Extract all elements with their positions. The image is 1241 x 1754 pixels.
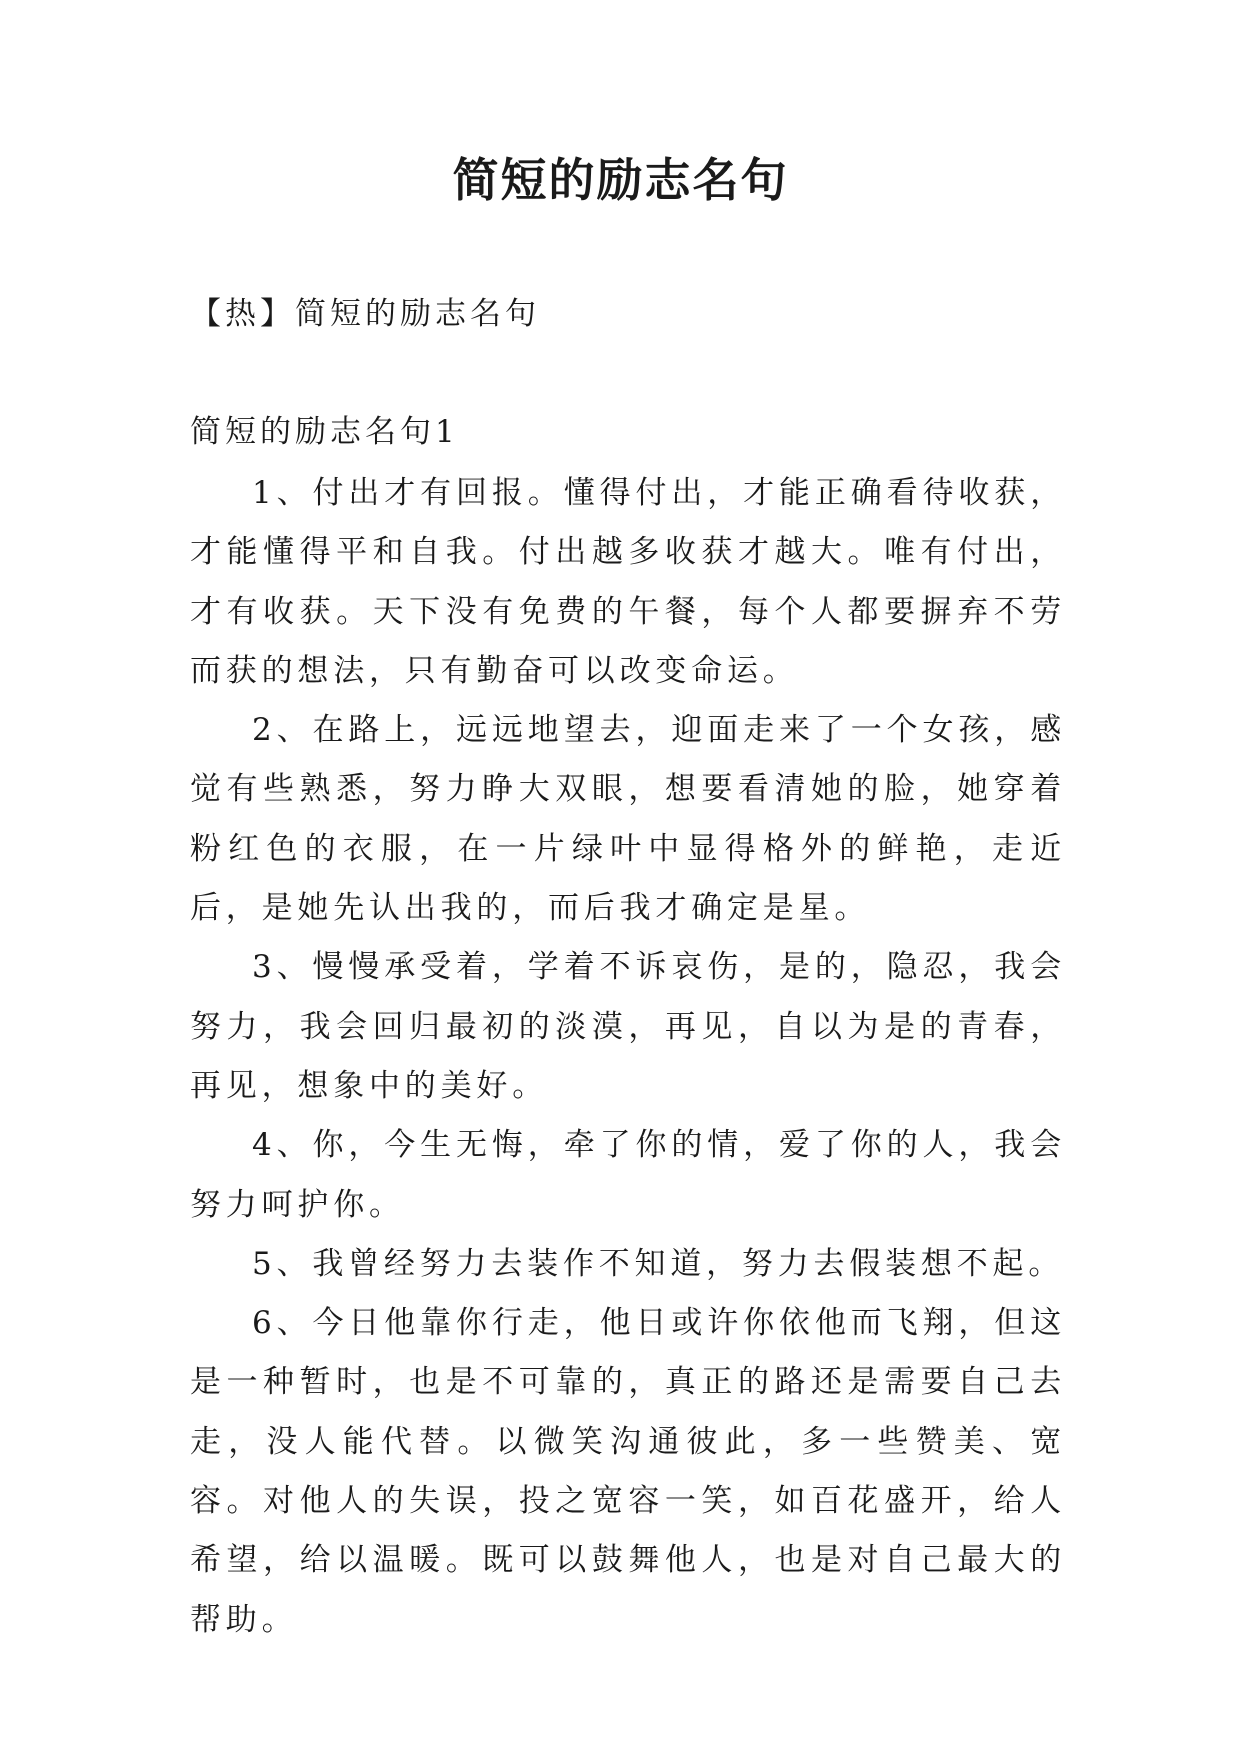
document-title: 简短的励志名句 [452,153,789,207]
paragraph-6: 6、今日他靠你行走，他日或许你依他而飞翔，但这是一种暂时，也是不可靠的，真正的路还是需要自己去走，没人能代替。以微笑沟通彼此，多一些赞美、宽容。对他人的失误，投之宽容一笑，如百花盛开，给人希望，给以温暖。既可以鼓舞他人，也是对自己最大的帮助。 [190,1305,1066,1638]
paragraph-4: 4、你，今生无悔，牵了你的情，爱了你的人，我会努力呵护你。 [190,1127,1066,1223]
paragraph-5: 5、我曾经努力去装作不知道，努力去假装想不起。 [252,1245,1065,1282]
paragraph-3: 3、慢慢承受着，学着不诉哀伤，是的，隐忍，我会努力，我会回归最初的淡漠，再见，自以为是的青春，再见，想象中的美好。 [190,949,1066,1104]
paragraph-1: 1、付出才有回报。懂得付出，才能正确看待收获，才能懂得平和自我。付出越多收获才越大。唯有付出，才有收获。天下没有免费的午餐，每个人都要摒弃不劳而获的想法，只有勤奋可以改变命运。 [190,475,1066,689]
document-subtitle: 【热】简短的励志名句 [190,296,540,332]
paragraph-2: 2、在路上，远远地望去，迎面走来了一个女孩，感觉有些熟悉，努力睁大双眼，想要看清她的脸，她穿着粉红色的衣服，在一片绿叶中显得格外的鲜艳，走近后，是她先认出我的，而后我才确定是星。 [190,712,1066,927]
document-body [190,464,1066,1650]
section-heading: 简短的励志名句1 [190,414,459,450]
